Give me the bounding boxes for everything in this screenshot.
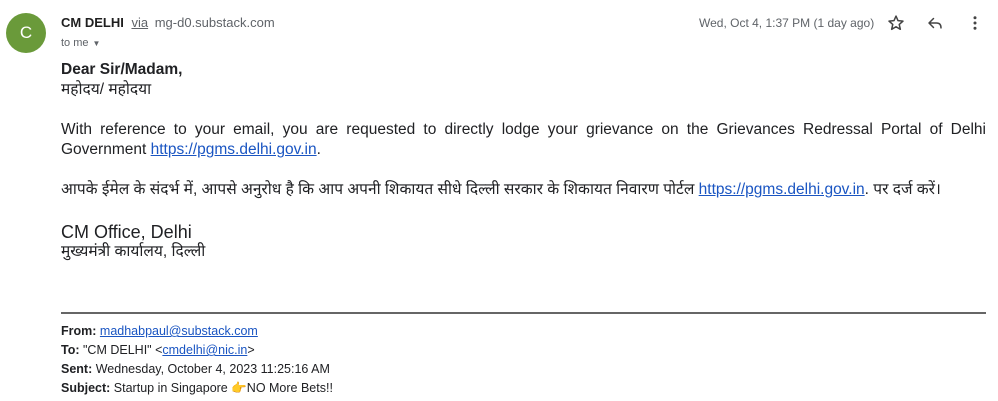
quoted-sent-row [61, 360, 333, 379]
paragraph-english [61, 120, 986, 160]
reply-icon [926, 14, 944, 32]
paragraph-hindi-tail: . पर दर्ज करें। [864, 181, 941, 198]
paragraph-hindi [61, 180, 986, 200]
message-date[interactable]: Wed, Oct 4, 1:37 PM (1 day ago) [699, 16, 875, 30]
subject-value: Startup in Singapore 👉NO More Bets!! [113, 381, 333, 395]
from-email-link[interactable]: madhabpaul@substack.com [99, 324, 258, 338]
quoted-subject-row [61, 379, 333, 398]
greeting-hindi: महोदय/ महोदया [61, 81, 152, 98]
quoted-divider [61, 312, 986, 314]
to-close: > [247, 343, 255, 357]
via-domain: mg-d0.substack.com [154, 15, 275, 30]
message-body [61, 60, 986, 262]
to-name: "CM DELHI" < [83, 343, 163, 357]
quoted-header [61, 322, 333, 398]
to-email-link[interactable]: cmdelhi@nic.in [162, 343, 248, 357]
to-label: To: [61, 343, 80, 357]
from-label: From: [61, 324, 97, 338]
subject-label: Subject: [61, 381, 111, 395]
quoted-from-row [61, 322, 333, 341]
greeting-english: Dear Sir/Madam, [61, 61, 183, 78]
sender-name[interactable]: CM DELHI [61, 15, 124, 30]
recipient-details-toggle[interactable] [61, 37, 100, 49]
sent-label: Sent: [61, 362, 93, 376]
grievance-portal-link-hindi[interactable]: https://pgms.delhi.gov.in [698, 181, 865, 198]
more-options-button[interactable] [963, 12, 987, 34]
paragraph-english-text: With reference to your email, you are requested to directly lodge your grievance on the Grievances Redressal Portal of Delhi Government [61, 121, 986, 158]
star-button[interactable] [884, 12, 908, 34]
chevron-down-icon[interactable]: ▼ [92, 38, 101, 48]
sent-value: Wednesday, October 4, 2023 11:25:16 AM [95, 362, 330, 376]
paragraph-hindi-text: आपके ईमेल के संदर्भ में, आपसे अनुरोध है कि आप अपनी शिकायत सीधे दिल्ली सरकार के शिकायत निवारण पोर्टल [61, 181, 699, 198]
reply-button[interactable] [923, 12, 947, 34]
signature-hindi: मुख्यमंत्री कार्यालय, दिल्ली [61, 243, 206, 260]
via-link[interactable]: via [131, 15, 149, 30]
sender-avatar[interactable]: C [6, 13, 46, 53]
signature-english: CM Office, Delhi [61, 222, 192, 242]
grievance-portal-link[interactable]: https://pgms.delhi.gov.in [150, 141, 317, 158]
to-me-label: to me [61, 37, 89, 49]
quoted-to-row [61, 341, 333, 360]
sender-line [61, 15, 275, 30]
paragraph-english-tail: . [316, 141, 321, 158]
star-icon [887, 14, 905, 32]
more-vert-icon [966, 14, 984, 32]
